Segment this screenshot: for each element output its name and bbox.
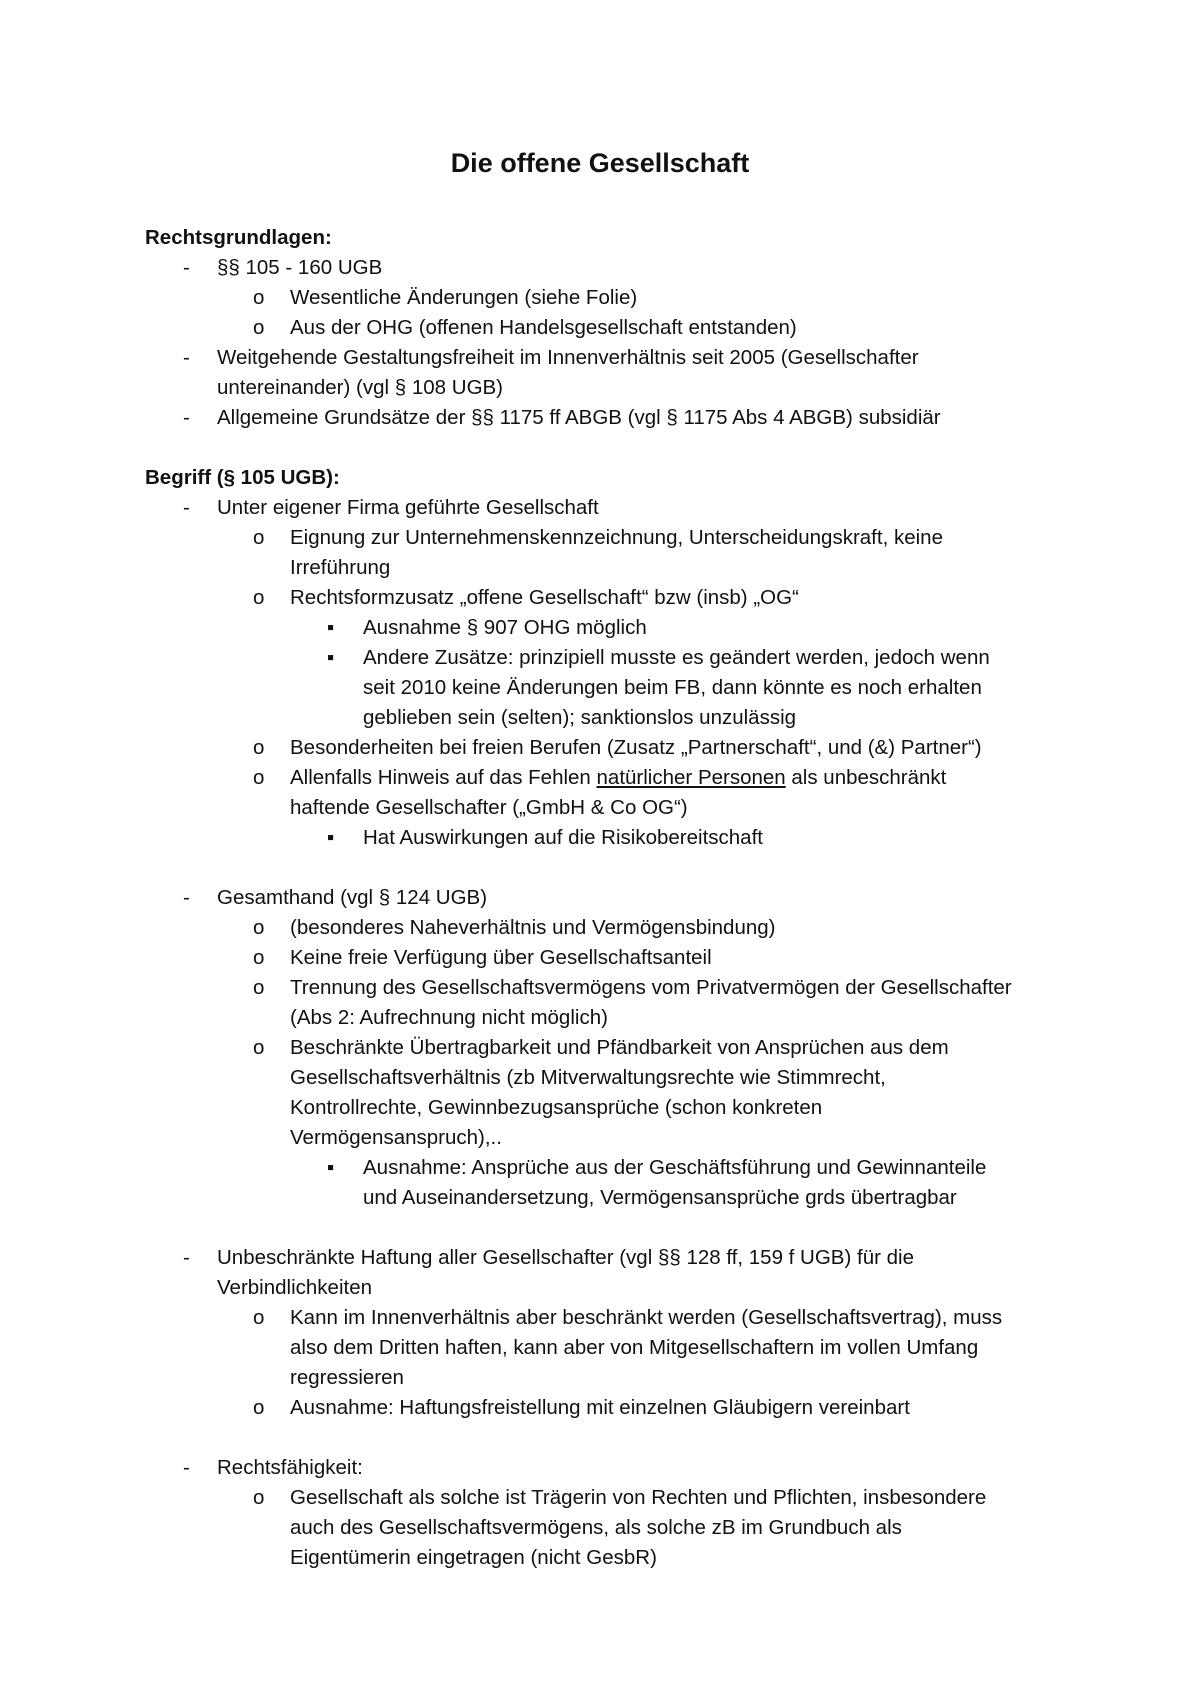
square-bullet: ▪ <box>327 616 335 639</box>
list-item-continuation: Eigentümerin eingetragen (nicht GesbR) <box>290 1546 657 1569</box>
circle-bullet: o <box>253 1036 265 1059</box>
list-item: Besonderheiten bei freien Berufen (Zusatz „Partnerschaft“, und (&) Partner“) <box>290 736 982 759</box>
list-item: Ausnahme: Haftungsfreistellung mit einzelnen Gläubigern vereinbart <box>290 1396 910 1419</box>
list-item <box>290 763 946 793</box>
list-item: Kann im Innenverhältnis aber beschränkt werden (Gesellschaftsvertrag), muss <box>290 1306 1003 1329</box>
list-item: (besonderes Naheverhältnis und Vermögensbindung) <box>290 916 776 939</box>
list-item: Ausnahme § 907 OHG möglich <box>363 616 647 639</box>
list-item-continuation: Irreführung <box>290 556 391 579</box>
list-item: §§ 105 - 160 UGB <box>217 256 383 279</box>
list-item: Aus der OHG (offenen Handelsgesellschaft entstanden) <box>290 316 797 339</box>
text-run: Allenfalls Hinweis auf das Fehlen <box>290 766 597 789</box>
list-item-continuation: Verbindlichkeiten <box>217 1276 372 1299</box>
list-item: Beschränkte Übertragbarkeit und Pfändbarkeit von Ansprüchen aus dem <box>290 1036 949 1059</box>
list-item: Weitgehende Gestaltungsfreiheit im Innenverhältnis seit 2005 (Gesellschafter <box>217 346 919 369</box>
circle-bullet: o <box>253 586 265 609</box>
list-item-continuation: seit 2010 keine Änderungen beim FB, dann könnte es noch erhalten <box>363 676 982 699</box>
list-item: Unter eigener Firma geführte Gesellschaft <box>217 496 599 519</box>
circle-bullet: o <box>253 736 265 759</box>
list-item: Ausnahme: Ansprüche aus der Geschäftsführung und Gewinnanteile <box>363 1156 987 1179</box>
list-item-continuation: haftende Gesellschafter („GmbH & Co OG“) <box>290 796 688 819</box>
circle-bullet: o <box>253 1396 265 1419</box>
text-run: als unbeschränkt <box>785 766 947 789</box>
circle-bullet: o <box>253 1306 265 1329</box>
list-item: Gesamthand (vgl § 124 UGB) <box>217 886 488 909</box>
square-bullet: ▪ <box>327 1156 335 1179</box>
list-item: Eignung zur Unternehmenskennzeichnung, Unterscheidungskraft, keine <box>290 526 943 549</box>
dash-bullet: - <box>183 346 190 369</box>
list-item-continuation: (Abs 2: Aufrechnung nicht möglich) <box>290 1006 608 1029</box>
circle-bullet: o <box>253 1486 265 1509</box>
list-item-continuation: Gesellschaftsverhältnis (zb Mitverwaltungsrechte wie Stimmrecht, <box>290 1066 886 1089</box>
list-item: Wesentliche Änderungen (siehe Folie) <box>290 286 638 309</box>
list-item: Hat Auswirkungen auf die Risikobereitschaft <box>363 826 763 849</box>
circle-bullet: o <box>253 976 265 999</box>
list-item: Rechtsfähigkeit: <box>217 1456 363 1479</box>
list-item-continuation: Vermögensanspruch),.. <box>290 1126 502 1149</box>
circle-bullet: o <box>253 916 265 939</box>
dash-bullet: - <box>183 256 190 279</box>
list-item: Keine freie Verfügung über Gesellschaftsanteil <box>290 946 712 969</box>
list-item-continuation: Kontrollrechte, Gewinnbezugsansprüche (schon konkreten <box>290 1096 823 1119</box>
dash-bullet: - <box>183 496 190 519</box>
dash-bullet: - <box>183 886 190 909</box>
list-item: Gesellschaft als solche ist Trägerin von Rechten und Pflichten, insbesondere <box>290 1486 987 1509</box>
list-item: Trennung des Gesellschaftsvermögens vom Privatvermögen der Gesellschafter <box>290 976 1012 999</box>
list-item-continuation: untereinander) (vgl § 108 UGB) <box>217 376 504 399</box>
square-bullet: ▪ <box>327 646 335 669</box>
dash-bullet: - <box>183 406 190 429</box>
list-item: Rechtsformzusatz „offene Gesellschaft“ bzw (insb) „OG“ <box>290 586 799 609</box>
circle-bullet: o <box>253 526 265 549</box>
circle-bullet: o <box>253 766 265 789</box>
list-item-continuation: also dem Dritten haften, kann aber von Mitgesellschaftern im vollen Umfang <box>290 1336 979 1359</box>
circle-bullet: o <box>253 946 265 969</box>
dash-bullet: - <box>183 1246 190 1269</box>
list-item-continuation: und Auseinandersetzung, Vermögensansprüche grds übertragbar <box>363 1186 957 1209</box>
underlined-text: natürlicher Personen <box>596 766 786 789</box>
list-item-continuation: geblieben sein (selten); sanktionslos unzulässig <box>363 706 797 729</box>
list-item: Allgemeine Grundsätze der §§ 1175 ff ABGB (vgl § 1175 Abs 4 ABGB) subsidiär <box>217 406 941 429</box>
section-heading-begriff: Begriff (§ 105 UGB): <box>145 466 340 489</box>
list-item-continuation: auch des Gesellschaftsvermögens, als solche zB im Grundbuch als <box>290 1516 902 1539</box>
section-heading-rechtsgrundlagen: Rechtsgrundlagen: <box>145 226 332 249</box>
page-title: Die offene Gesellschaft <box>450 148 750 178</box>
dash-bullet: - <box>183 1456 190 1479</box>
list-item-continuation: regressieren <box>290 1366 404 1389</box>
list-item: Unbeschränkte Haftung aller Gesellschafter (vgl §§ 128 ff, 159 f UGB) für die <box>217 1246 914 1269</box>
square-bullet: ▪ <box>327 826 335 849</box>
circle-bullet: o <box>253 316 265 339</box>
list-item: Andere Zusätze: prinzipiell musste es geändert werden, jedoch wenn <box>363 646 990 669</box>
circle-bullet: o <box>253 286 265 309</box>
